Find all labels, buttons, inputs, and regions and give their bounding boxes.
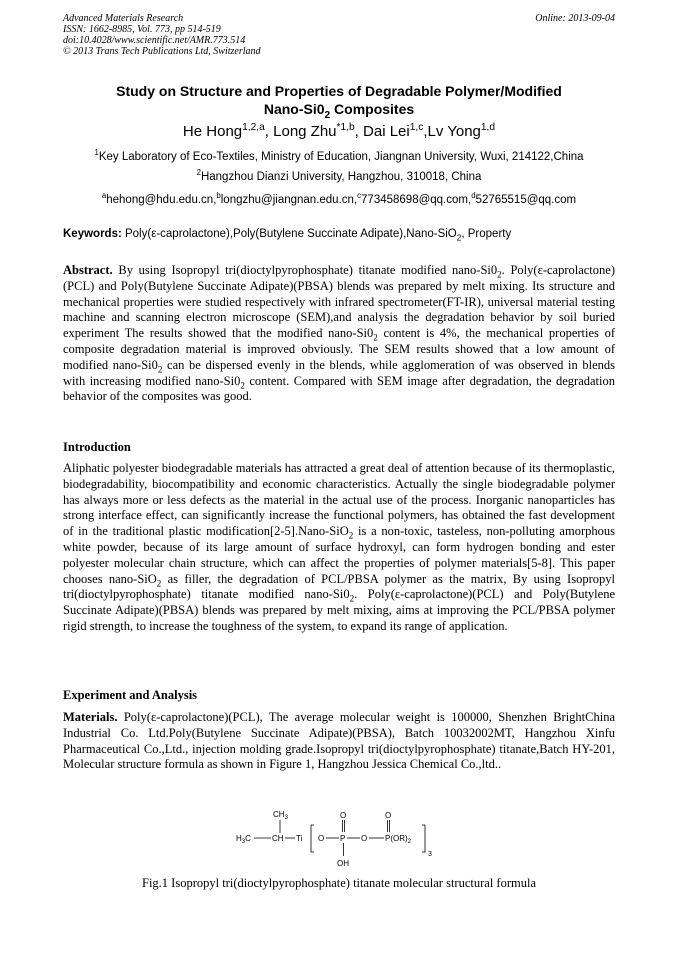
formula-o: O [361,834,368,843]
affiliation-1: $^1$Key Laboratory of Eco-Textiles, Ministry of Education, Jiangnan University, Wuxi, 214122,China [94,148,584,163]
figure-caption: Fig.1 Isopropyl tri(dioctylpyrophosphate) titanate molecular structural formula [142,876,536,890]
abstract: Abstract. By using Isopropyl tri(dioctylpyrophosphate) titanate modified nano-$Si0_2$. Poly(ε-caprolactone)(PCL) and Poly(Butylene Succinate Adipate)(PBSA) blends was prepared by melt mixing. Its structure and mechanical properties were studied respectively with infrared spectrometer(FT-IR), universal material testing machine and scanning electron microscope (SEM),and analysis the degradation behavior by soil buried experiment The results showed that the modified nano-$Si0_2$ content is 4%, the mechanical properties of composite degradation material is improved obviously. The SEM results showed that a low amount of modified nano-$Si0_2$ can be dispersed evenly in the blends, while agglomeration of was observed in blends with increasing modified nano-$Si0_2$ content. Compared with SEM image after degradation, the degradation behavior of the composites was good. [63,263,616,404]
formula-ti: Ti [296,834,303,843]
formula-p: P [340,834,346,843]
journal-header [63,13,261,57]
materials-paragraph: Materials. Poly(ε-caprolactone)(PCL), The average molecular weight is 100000, Shenzhen BrightChina Industrial Co. Ltd.Poly(Butylene Succinate Adipate)(PBSA), Batch 10032002MT, Hangzhou Xinfu Pharmaceutical Co.,Ltd., injection molding grade.Isopropyl tri(dioctylpyrophosphate) titanate,Batch HY-201, Molecular structure formula as shown in Figure 1, Hangzhou Jessica Chemical Co.,ltd.. [63,710,615,772]
formula-oh: OH [337,859,349,868]
journal-name: Advanced Materials Research [63,13,184,24]
email-link[interactable]: $^d$52765515@qq.com [471,191,577,206]
keywords-label: Keywords: [63,228,122,240]
title-line-2: Nano-$Si0_2$ Composites [263,101,415,121]
bracket-left [311,825,314,852]
experiment-heading: Experiment and Analysis [63,688,198,702]
materials-label: Materials. [63,710,118,724]
bracket-right [422,825,425,852]
issn-line: ISSN: 1662-8985, Vol. 773, pp 514-519 [63,24,221,35]
email-link[interactable]: $^a$hehong@hdu.edu.cn, [101,191,217,206]
formula-o: O [318,834,325,843]
email-link[interactable]: $^b$longzhu@jiangnan.edu.cn, [216,191,358,206]
formula-ch: CH [272,834,284,843]
author: Long Zhu$^{*1,b}$, [273,122,364,140]
copyright-line: © 2013 Trans Tech Publications Ltd, Switzerland [63,46,261,57]
formula-o-top: O [340,811,347,820]
formula-o-top: O [385,811,392,820]
keywords: Keywords: Poly(ε-caprolactone),Poly(Butylene Succinate Adipate),Nano-SiO$_2$, Property [63,228,512,243]
formula-h3c: $H_3C$ [236,834,251,845]
introduction-body: Aliphatic polyester biodegradable materials has attracted a great deal of attention because of its thermoplastic, biodegradability, biocompatibility and economic characteristics. Actually the single biodegradable polymer has always more or less defects as the material in the actual use of the process. Inorganic nanoparticles has strong interface effect, can significantly increase the functional polymers, has obtained the fast development of in the traditional plastic modification[2-5].Nano-SiO$_2$ is a non-toxic, tasteless, non-polluting amorphous white powder, because of its large amount of surface hydroxyl, can form hydrogen bonding and ester polyester molecular chain structure, which can affect the properties of polymer materials[5-8]. This paper chooses nano-SiO$_2$ as filler, the degradation of PCL/PBSA polymer as the matrix, By using Isopropyl tri(dioctylpyrophosphate) titanate modified nano-$Si0_2$. Poly(ε-caprolactone)(PCL) and Poly(Butylene Succinate Adipate)(PBSA) blends was prepared by melt mixing, aims at improving the PCL/PBSA polymer rigid strength, to increase the toughness of the system, to expand its range of application. [63,461,615,633]
author: He Hong$^{1,2,a}$, [182,122,274,140]
title-line-1: Study on Structure and Properties of Degradable Polymer/Modified [116,83,562,99]
online-date: Online: 2013-09-04 [535,13,615,24]
author-list [63,123,615,141]
author: Dai Lei$^{1,c}$, [363,122,428,140]
paper-title [63,82,615,121]
author: Lv Yong$^{1,d}$ [427,122,496,140]
email-list [63,193,615,207]
introduction-heading: Introduction [63,440,131,454]
abstract-label: Abstract. [63,263,113,277]
email-link[interactable]: $^c$773458698@qq.com, [357,191,472,206]
formula-p-or2: $P(OR)_2$ [385,834,412,845]
formula-ch3-top: $CH_3$ [273,810,288,821]
repeat-count: 3 [428,851,432,858]
structural-formula [230,808,450,870]
affiliation-2: $^2$Hangzhou Dianzi University, Hangzhou, 310018, China [196,168,482,183]
doi-line: doi:10.4028/www.scientific.net/AMR.773.514 [63,35,246,46]
